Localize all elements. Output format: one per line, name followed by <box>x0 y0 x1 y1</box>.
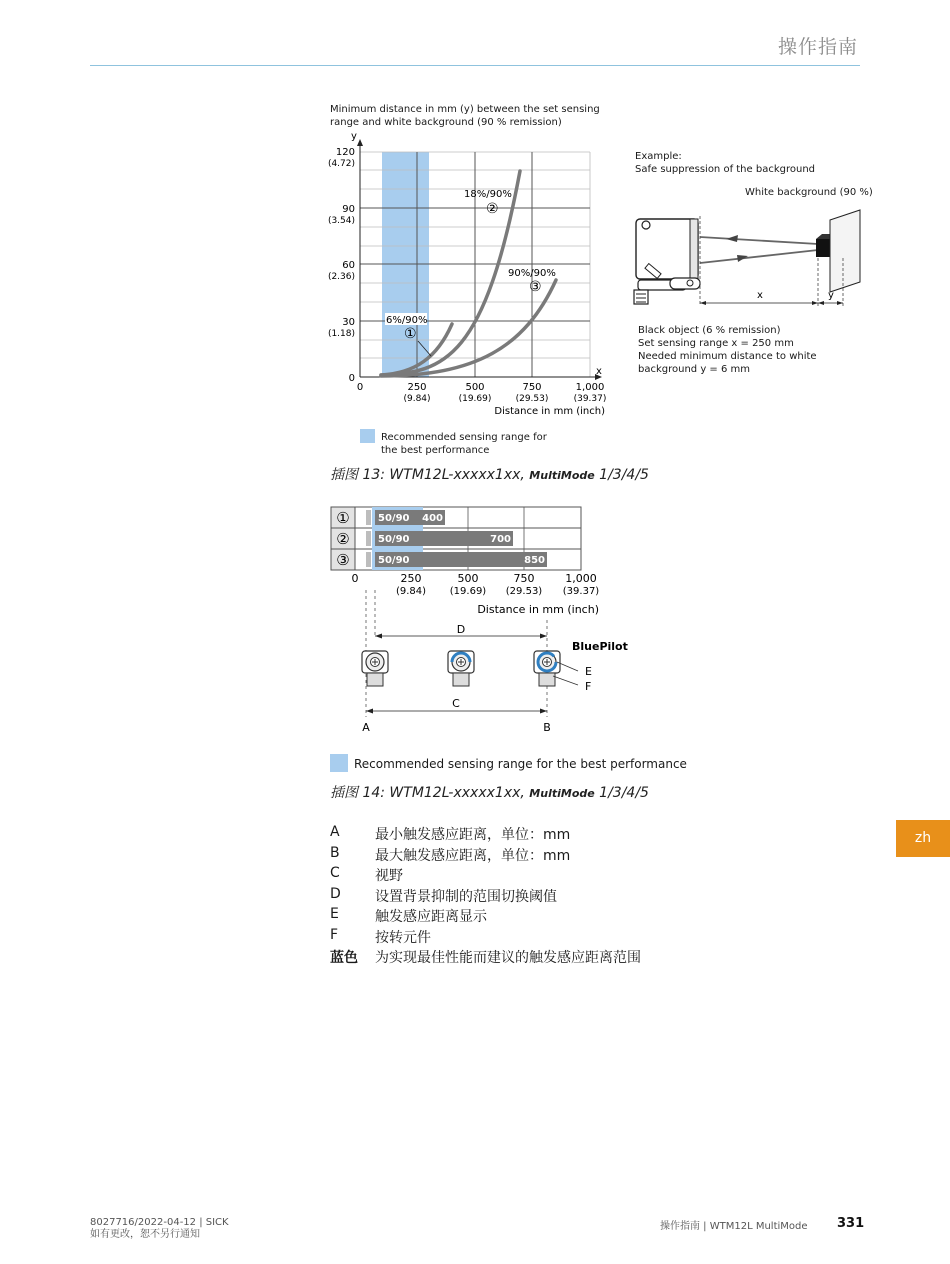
y-tick-30: 30 <box>342 317 355 328</box>
reflected-beam <box>700 250 818 263</box>
bar2-start-label: 50/90 <box>378 534 410 545</box>
f14-x-tick-1000: 1,000 <box>565 572 597 585</box>
legend-text-line2: the best performance <box>381 445 490 456</box>
white-background-label: White background (90 %) <box>745 187 873 198</box>
y-tick-120-inch: (4.72) <box>327 159 355 169</box>
dimension-c-label: C <box>452 697 460 710</box>
f14-x-tick-250: 250 <box>400 572 422 585</box>
x-tick-750-inch: (29.53) <box>515 394 549 404</box>
example-note-4: background y = 6 mm <box>638 364 751 375</box>
x-axis-title: Distance in mm (inch) <box>494 406 605 417</box>
dim-arrow-x-right <box>812 301 818 305</box>
footer-doc-id: 8027716/2022-04-12 | SICK <box>90 1217 229 1228</box>
figure13-caption <box>330 464 649 484</box>
f14-x-tick-750-inch: (29.53) <box>505 586 543 597</box>
x-tick-1000-inch: (39.37) <box>573 394 607 404</box>
figure14-caption-suffix: 1/3/4/5 <box>599 785 649 801</box>
dimension-x-label: x <box>757 290 763 301</box>
dim-arrow-y-left <box>818 301 824 305</box>
y-tick-0: 0 <box>348 373 355 384</box>
key-b: B <box>330 844 340 861</box>
sensor-icon <box>634 219 700 304</box>
chart-title <box>330 103 600 129</box>
row1-number: ① <box>336 509 350 527</box>
curve1-label: 6%/90% <box>386 315 428 326</box>
x-axis-label: x <box>596 366 602 377</box>
bar2-end-label: 700 <box>490 534 511 545</box>
key-b-text: 最大触发感应距离，单位：mm <box>375 847 571 864</box>
example-note-3: Needed minimum distance to white <box>638 351 817 362</box>
key-blue: 蓝色 <box>330 950 358 966</box>
f14-legend-text: Recommended sensing range for the best performance <box>354 757 687 771</box>
bar3-start-label: 50/90 <box>378 555 410 566</box>
key-row-e <box>330 906 641 927</box>
example-note-1: Black object (6 % remission) <box>638 325 781 336</box>
x-tick-750: 750 <box>522 382 542 393</box>
legend-text-line1: Recommended sensing range for <box>381 432 547 443</box>
row2-number: ② <box>336 530 350 548</box>
footer-notice: 如有更改，恕不另行通知 <box>90 1229 200 1240</box>
bar1-start-label: 50/90 <box>378 513 410 524</box>
key-row-b <box>330 845 641 866</box>
legend-swatch <box>360 429 375 443</box>
bluepilot-diagram <box>325 502 635 747</box>
y-tick-60: 60 <box>342 260 355 271</box>
f14-legend-swatch <box>330 754 348 772</box>
key-e-text: 触发感应距离显示 <box>375 909 487 925</box>
figure13-caption-suffix: 1/3/4/5 <box>599 467 649 483</box>
distance-chart <box>325 128 615 423</box>
y-axis-arrow <box>357 139 363 146</box>
figure14-caption-prefix: 插图 14: WTM12L-xxxxx1xx, <box>330 785 525 801</box>
figure14-caption-multimode: MultiMode <box>529 787 595 800</box>
f14-x-tick-1000-inch: (39.37) <box>562 586 600 597</box>
x-tick-500: 500 <box>465 382 485 393</box>
key-row-c <box>330 865 641 886</box>
curve2-number: ② <box>486 201 499 217</box>
bar1-start <box>366 510 371 525</box>
dim-arrow-x-left <box>700 301 706 305</box>
curve1-number: ① <box>404 326 417 342</box>
key-c-text: 视野 <box>375 868 403 884</box>
x-tick-500-inch: (19.69) <box>458 394 492 404</box>
dimension-y-label: y <box>828 290 834 301</box>
key-list <box>330 824 641 968</box>
bar3-end-label: 850 <box>524 555 545 566</box>
x-tick-1000: 1,000 <box>575 382 605 393</box>
emitted-beam <box>700 237 818 244</box>
footer-left <box>90 1217 229 1241</box>
bar3-start <box>366 552 371 567</box>
y-tick-90: 90 <box>342 204 355 215</box>
leader-f <box>553 676 578 685</box>
x-tick-250: 250 <box>407 382 427 393</box>
example-header <box>635 150 815 176</box>
key-a: A <box>330 824 340 840</box>
dim-arrow-y-right <box>837 301 843 305</box>
page-header-title: 操作指南 <box>777 36 858 58</box>
curve2-label: 18%/90% <box>464 189 512 200</box>
f14-x-tick-500: 500 <box>457 572 479 585</box>
x-tick-250-inch: (9.84) <box>403 394 431 404</box>
footer-doc-title: 操作指南 | WTM12L MultiMode <box>660 1221 808 1232</box>
curve3-label: 90%/90% <box>508 268 556 279</box>
label-f: F <box>585 680 592 693</box>
y-axis-label: y <box>351 131 357 142</box>
f14-x-tick-500-inch: (19.69) <box>449 586 487 597</box>
beam-arrow-left <box>726 235 738 242</box>
figure14-caption <box>330 782 649 802</box>
f14-x-tick-750: 750 <box>513 572 535 585</box>
dimension-d-label: D <box>456 623 466 636</box>
key-f-text: 按转元件 <box>375 929 431 946</box>
key-row-d <box>330 886 641 907</box>
example-note-2: Set sensing range x = 250 mm <box>638 338 794 349</box>
chart-title-line2: range and white background (90 % remission) <box>330 117 562 128</box>
example-notes <box>638 324 817 376</box>
bar2-start <box>366 531 371 546</box>
f14-x-tick-250-inch: (9.84) <box>395 586 427 597</box>
key-d: D <box>330 885 341 902</box>
key-blue-text: 为实现最佳性能而建议的触发感应距离范围 <box>375 950 641 966</box>
key-a-text: 最小触发感应距离，单位：mm <box>375 827 571 843</box>
white-background-plate <box>830 210 860 292</box>
chart-title-line1: Minimum distance in mm (y) between the set sensing <box>330 104 600 115</box>
bluepilot-label: BluePilot <box>572 640 628 653</box>
row3-number: ③ <box>336 551 350 569</box>
key-row-f <box>330 927 641 948</box>
f14-x-tick-0: 0 <box>351 572 359 585</box>
y-tick-60-inch: (2.36) <box>327 272 355 282</box>
label-b: B <box>543 721 551 734</box>
key-row-blue <box>330 947 641 968</box>
key-d-text: 设置背景抑制的范围切换阈值 <box>375 888 557 905</box>
bar1-end-label: 400 <box>422 513 443 524</box>
label-a: A <box>362 721 370 734</box>
language-tab[interactable]: zh <box>896 820 950 857</box>
legend-text <box>381 431 547 457</box>
header-divider <box>90 65 860 66</box>
example-diagram <box>630 198 865 313</box>
page-number: 331 <box>837 1216 865 1231</box>
knob-mid-icon <box>448 651 474 686</box>
key-e: E <box>330 906 339 922</box>
y-tick-120: 120 <box>335 147 355 158</box>
figure13-caption-multimode: MultiMode <box>529 469 595 482</box>
curve3-number: ③ <box>529 279 542 295</box>
example-title: Example: <box>635 151 682 162</box>
key-c: C <box>330 865 340 881</box>
y-tick-30-inch: (1.18) <box>327 329 355 339</box>
key-f: F <box>330 926 339 943</box>
key-row-a <box>330 824 641 845</box>
knob-max-icon <box>534 651 560 686</box>
y-tick-90-inch: (3.54) <box>327 216 355 226</box>
f14-x-axis-title: Distance in mm (inch) <box>477 603 599 616</box>
label-e: E <box>585 665 592 678</box>
example-subtitle: Safe suppression of the background <box>635 164 815 175</box>
x-tick-0: 0 <box>356 382 364 393</box>
figure13-caption-prefix: 插图 13: WTM12L-xxxxx1xx, <box>330 467 525 483</box>
